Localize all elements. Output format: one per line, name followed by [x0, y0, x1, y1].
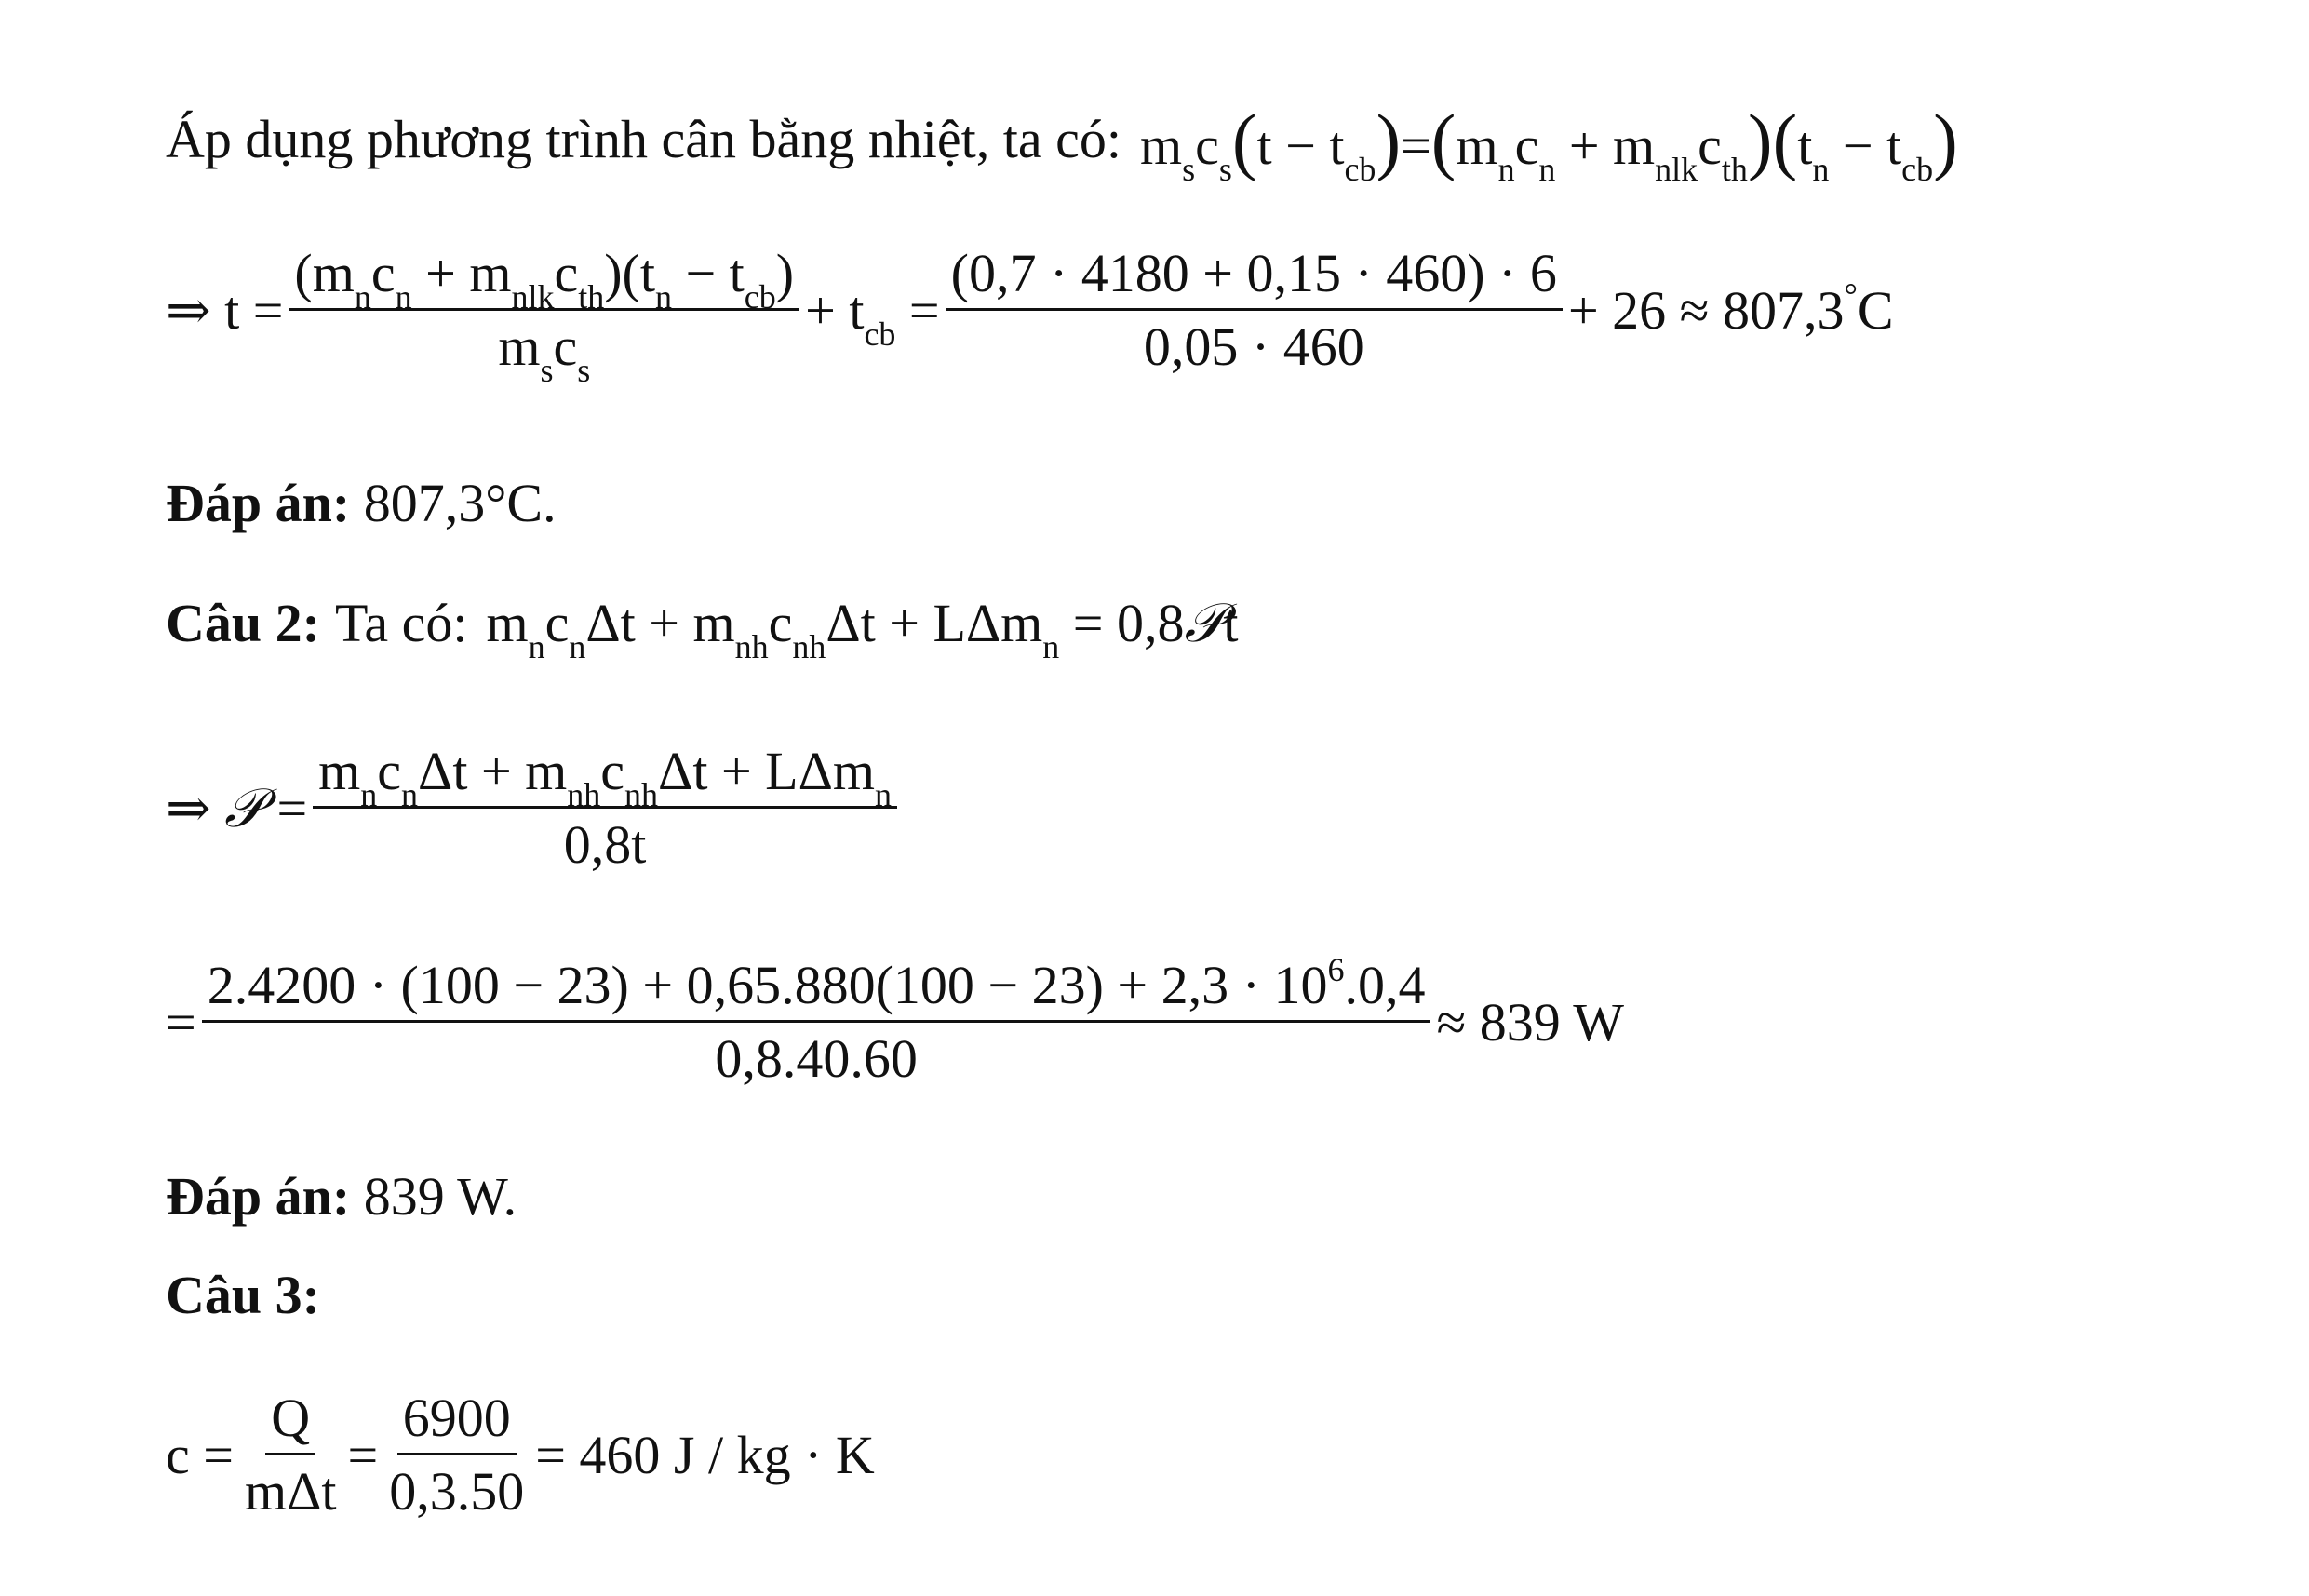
question-2-line: Câu 2: Ta có: $m_nc_n\Delta t + m_{nh}c_{nh}\Delta t + L\Delta m_n$ = 0,8𝒫t [166, 591, 1239, 665]
question-3-label: Câu 3: [166, 1265, 320, 1325]
numeric-fraction: $\frac{(0,7 \cdot 4180 + 0,15 \cdot 460) \cdot 6}{0,05 \cdot 460}$ [946, 247, 1563, 374]
temperature-equation: ⇒ t = $\frac{(m_nc_n + m_{nlk}c_{th})(t_n - t_{cb})}{m_sc_s}$ + $t_{cb}$ = $\frac{(0,7 \cdot 4180 + 0,15 \cdot 460) \cdot 6}{0,05 \cdot 460}$ + 26 ≈ 807,3°C [166, 243, 1894, 389]
heat-balance-equation: $m_sc_s(t - t_{cb})=(m_nc_n + m_{nlk}c_{th})(t_n - t_{cb})$ [1139, 101, 1958, 188]
power-numeric: = $\frac{2.4200 \cdot (100 - 23) + 0,65.880(100 - 23) + 2,3 \cdot 10^6.0,4}{0,8.40.60}$ ≈ 839 W [166, 951, 1624, 1089]
power-equation: $m_nc_n\Delta t + m_{nh}c_{nh}\Delta t + L\Delta m_n$ = 0,8𝒫t [486, 591, 1239, 665]
heat-balance-line [166, 101, 1958, 188]
question-2-label: Câu 2: [166, 592, 320, 653]
specific-heat-equation: c = $\frac{Q}{\text{mΔt}}$ = $\frac{6900}{0,3.50}$ = 460 J / kg · K [166, 1388, 875, 1522]
answer-2: Đáp án: 839 W. [166, 1166, 517, 1227]
intro-text: Áp dụng phương trình cân bằng nhiệt, ta có: [166, 109, 1121, 169]
symbolic-fraction: $\frac{(m_nc_n + m_{nlk}c_{th})(t_n - t_{cb})}{m_sc_s}$ [289, 247, 799, 374]
answer-1: Đáp án: 807,3°C. [166, 473, 557, 533]
temperature-result: + 26 ≈ 807,3°C [1567, 275, 1894, 341]
power-formula: ⇒ 𝒫 = $\frac{m_nc_n\Delta t + m_{nh}c_{nh}\Delta t + L\Delta m_n}{0,8t}$ [166, 744, 903, 872]
